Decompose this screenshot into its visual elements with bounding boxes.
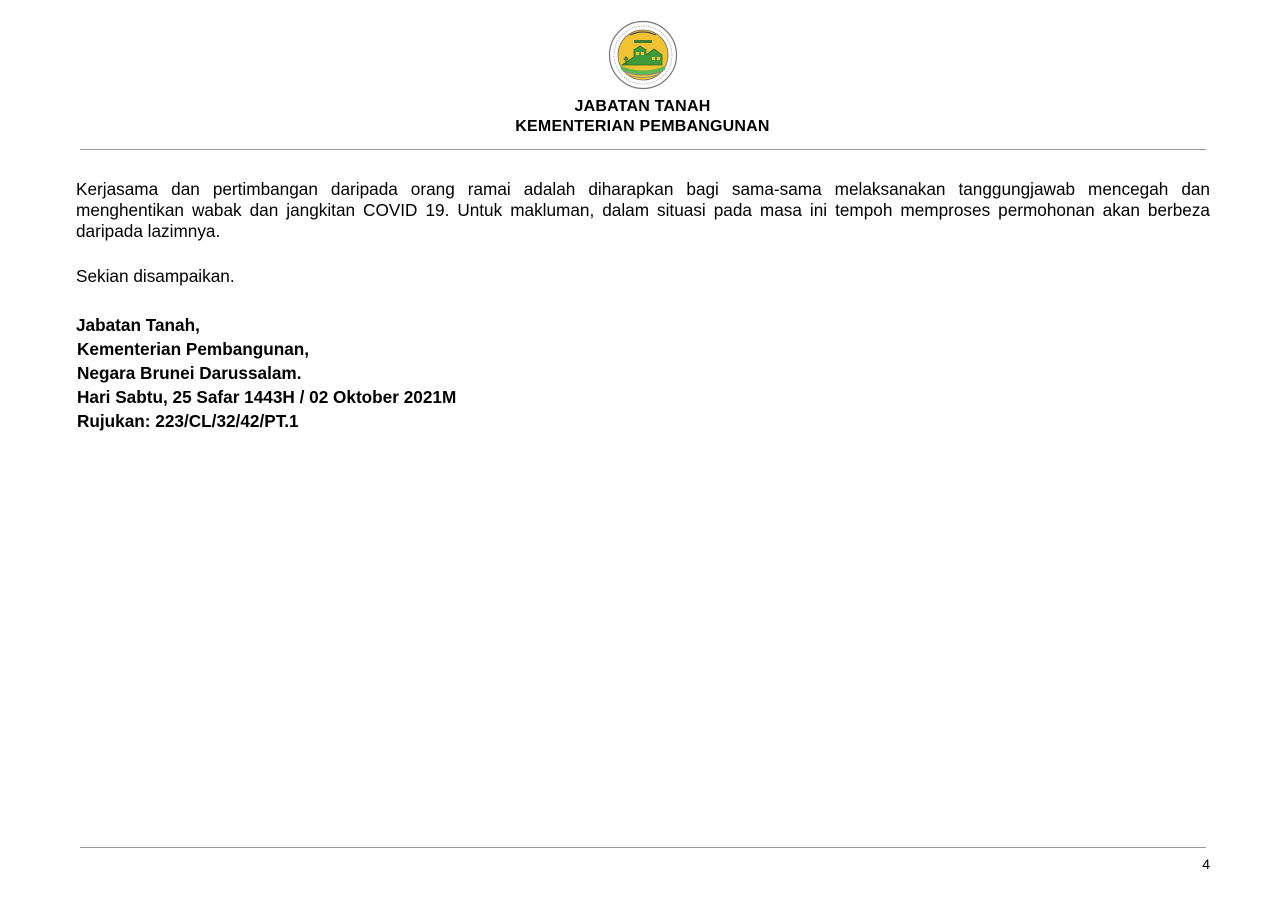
signature-country: Negara Brunei Darussalam. xyxy=(77,363,302,383)
footer-divider xyxy=(80,847,1206,848)
header-ministry-name: KEMENTERIAN PEMBANGUNAN xyxy=(515,118,770,135)
signature-date: Hari Sabtu, 25 Safar 1443H / 02 Oktober 2021M xyxy=(77,387,457,407)
header-divider xyxy=(80,149,1206,150)
body-paragraph: Kerjasama dan pertimbangan daripada orang ramai adalah diharapkan bagi sama-sama melaksanakan tanggungjawab mencegah dan menghentikan wabak dan jangkitan COVID 19. Untuk makluman, dalam situasi pada masa ini tempoh memproses permohonan akan berbeza daripada lazimnya. xyxy=(76,179,1210,242)
signature-reference: Rujukan: 223/CL/32/42/PT.1 xyxy=(77,411,299,431)
closing-line: Sekian disampaikan. xyxy=(76,266,235,286)
department-seal-icon xyxy=(608,19,678,91)
signature-ministry: Kementerian Pembangunan, xyxy=(77,339,310,359)
page-number: 4 xyxy=(1202,856,1210,872)
signature-department: Jabatan Tanah, xyxy=(76,315,200,335)
header-department-name: JABATAN TANAH xyxy=(574,98,711,115)
